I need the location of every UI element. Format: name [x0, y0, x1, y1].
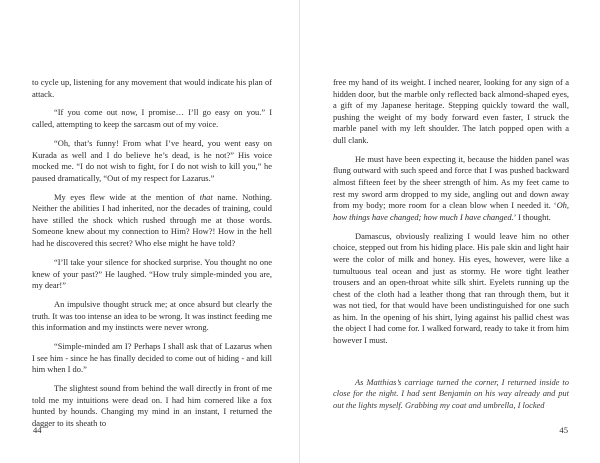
paragraph-text: name. Nothing. Neither the abilities I had inherited, nor the decades of training, could have stilled the shock which rushed through me at those words. Someone knew about my connection to Him? How?! How in the hell had he discovered this secret? Who else might he have told? — [32, 191, 273, 249]
paragraph: “If you come out now, I promise… I’ll go easy on you.” I called, attempting to keep the sarcasm out of my voice. — [32, 107, 272, 130]
left-page-body — [32, 77, 272, 430]
paragraph-text: He must have been expecting it, because the hidden panel was flung outward with such speed and force that I was pushed backward almost fifteen feet by the sheer strength of him. As my feet came to rest my sword arm dropped to my side, angling out and down away from my body; more room for a clean blow when I needed it. ‘ — [333, 153, 569, 211]
right-page-body — [333, 77, 569, 411]
paragraph: free my hand of its weight. I inched nearer, looking for any sign of a hidden door, but the marble only reflected back almond-shaped eyes, a gift of my Japanese heritage. Stepping quickly toward the wall, pushing the weight of my body forward even faster, I struck the marble panel with my left shoulder. The latch popped open with a dull clank. — [333, 77, 569, 145]
paragraph: An impulsive thought struck me; at once absurd but clearly the truth. It was too intense an idea to be wrong. It was instinct feeding me this information and my instincts were never wrong. — [32, 298, 272, 333]
paragraph: “Simple-minded am I? Perhaps I shall ask that of Lazarus when I see him - since he has finally decided to come out of hiding - and kill him when I do.” — [32, 341, 272, 375]
paragraph — [333, 154, 569, 224]
paragraph-text: ’ I thought. — [513, 211, 551, 222]
paragraph-text: My eyes flew wide at the mention of — [54, 191, 200, 202]
paragraph: Damascus, obviously realizing I would leave him no other choice, stepped out from his hiding place. His pale skin and light hair were the color of milk and honey. His eyes, however, were like a tumultuous teal ocean and just as stormy. He wore tight leather trousers and an open-throat white silk shirt. Eyelets running up the chest of the cloth had a leather thong that ran through them, but it was not tied, for that would have been undistinguished for one such as him. In the opening of his shirt, lying against his pallid chest was the object I had come for. I walked forward, ready to take it from him however I must. — [333, 230, 569, 346]
emphasis-text: Oh, how things have changed; how much I have changed. — [333, 200, 569, 222]
paragraph: “Oh, that’s funny! From what I’ve heard, you went easy on Kurada as well and I do believe he’s dead, is he not?” His voice mocked me. “I do not wish to fight, for I do not wish to kill you,” he paused dramatically, “Out of my respect for Lazarus.” — [32, 137, 272, 183]
emphasis-text: that — [199, 191, 213, 202]
excerpt-paragraph: As Matthias’s carriage turned the corner, I returned inside to close for the night. I had sent Benjamin on his way already and put out the lights myself. Grabbing my coat and umbrella, I locked — [333, 376, 569, 410]
page-number: 44 — [33, 425, 42, 435]
paragraph — [32, 192, 272, 250]
right-page — [300, 0, 600, 463]
section-break — [333, 347, 569, 377]
paragraph: to cycle up, listening for any movement that would indicate his plan of attack. — [32, 77, 272, 99]
paragraph: “I’ll take your silence for shocked surprise. You thought no one knew of your past?” He laughed. “How truly simple-minded you are, my dear!” — [32, 256, 272, 291]
page-number: 45 — [559, 425, 568, 435]
paragraph: The slightest sound from behind the wall directly in front of me told me my intuitions were dead on. I had him cornered like a fox hunted by hounds. Changing my mind in an instant, I returned the dagger to its sheath to — [32, 383, 272, 428]
italic-excerpt — [333, 377, 569, 412]
